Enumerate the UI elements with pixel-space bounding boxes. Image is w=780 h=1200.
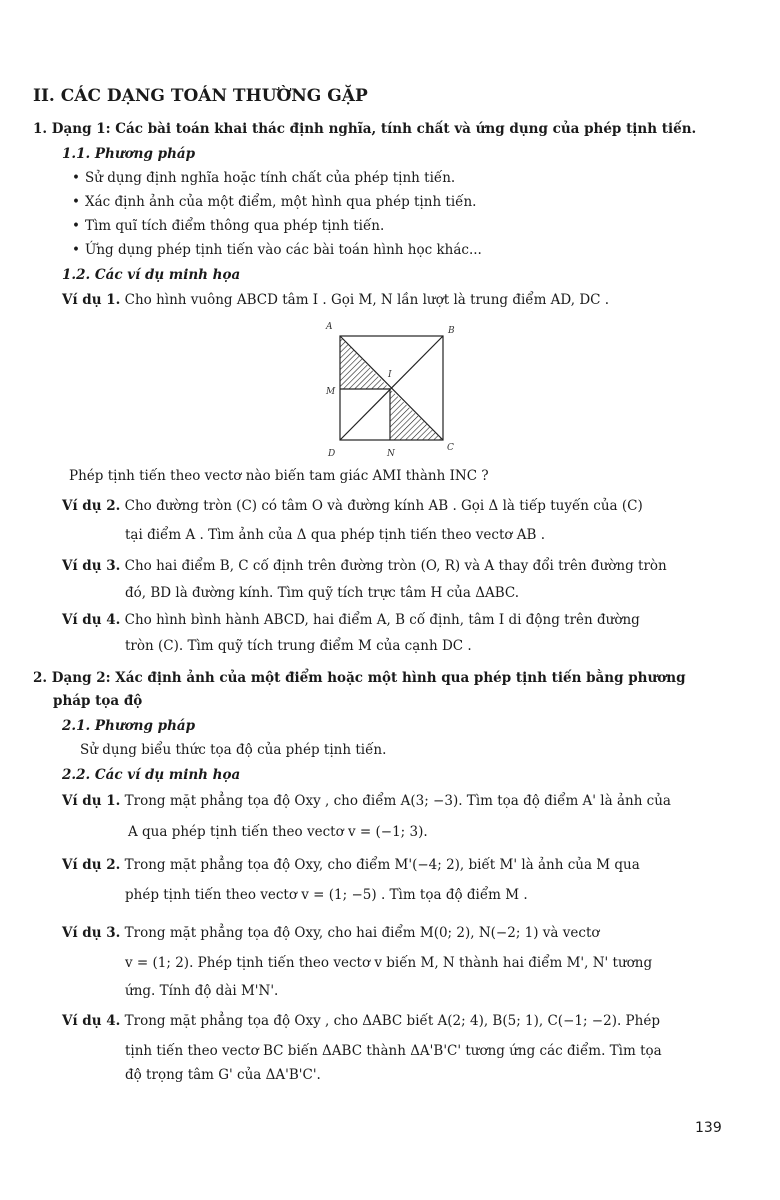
- example-2-3-line2: v = (1; 2). Phép tịnh tiến theo vectơ v biến M, N thành hai điểm M', N' tương: [125, 955, 653, 971]
- example-2-3-line3: ứng. Tính độ dài M'N'.: [125, 983, 279, 999]
- label-d: D: [328, 449, 336, 459]
- example-1-2: [62, 498, 643, 514]
- section-title: II. CÁC DẠNG TOÁN THƯỜNG GẶP: [33, 86, 368, 106]
- bullet-item: • Tìm quĩ tích điểm thông qua phép tịnh tiến.: [72, 218, 384, 234]
- square-figure: [310, 320, 470, 465]
- example-label: Ví dụ 1.: [62, 793, 121, 809]
- topic2-method-heading: 2.1. Phương pháp: [62, 718, 196, 734]
- example-1-4: [62, 612, 640, 628]
- example-label: Ví dụ 2.: [62, 857, 121, 873]
- example-text: Trong mặt phẳng tọa độ Oxy, cho điểm M'(−4; 2), biết M' là ảnh của M qua: [124, 857, 640, 873]
- label-m: M: [326, 387, 336, 397]
- topic1-method-heading: 1.1. Phương pháp: [62, 146, 196, 162]
- example-2-3: [62, 925, 600, 941]
- example-label: Ví dụ 4.: [62, 1013, 121, 1029]
- label-a: A: [326, 322, 333, 332]
- example-label: Ví dụ 3.: [62, 558, 121, 574]
- topic1-examples-heading: 1.2. Các ví dụ minh họa: [62, 267, 241, 283]
- bullet-item: • Sử dụng định nghĩa hoặc tính chất của phép tịnh tiến.: [72, 170, 455, 186]
- topic1-title: 1. Dạng 1: Các bài toán khai thác định nghĩa, tính chất và ứng dụng của phép tịnh tiến.: [33, 121, 697, 137]
- topic2-method-text: Sử dụng biểu thức tọa độ của phép tịnh tiến.: [80, 742, 387, 758]
- topic2-examples-heading: 2.2. Các ví dụ minh họa: [62, 767, 241, 783]
- example-text: Trong mặt phẳng tọa độ Oxy, cho hai điểm M(0; 2), N(−2; 1) và vectơ: [124, 925, 600, 941]
- example-text: Trong mặt phẳng tọa độ Oxy , cho ΔABC biết A(2; 4), B(5; 1), C(−1; −2). Phép: [124, 1013, 660, 1029]
- label-i: I: [388, 370, 392, 380]
- example-label: Ví dụ 2.: [62, 498, 121, 514]
- example-2-2-line2: phép tịnh tiến theo vectơ v = (1; −5) . Tìm tọa độ điểm M .: [125, 887, 528, 903]
- example-2-1-line2: A qua phép tịnh tiến theo vectơ v = (−1; 3).: [128, 824, 428, 840]
- example-2-4-line2: tịnh tiến theo vectơ BC biến ΔABC thành ΔA'B'C' tương ứng các điểm. Tìm tọa: [125, 1043, 662, 1059]
- example-1-1: [62, 292, 609, 308]
- example-2-1: [62, 793, 671, 809]
- example-label: Ví dụ 1.: [62, 292, 121, 308]
- example-text: Cho hình vuông ABCD tâm I . Gọi M, N lần lượt là trung điểm AD, DC .: [124, 292, 610, 308]
- label-c: C: [447, 443, 454, 453]
- example-1-2-line2: tại điểm A . Tìm ảnh của Δ qua phép tịnh tiến theo vectơ AB .: [125, 527, 546, 543]
- example-label: Ví dụ 4.: [62, 612, 121, 628]
- example-1-question: Phép tịnh tiến theo vectơ nào biến tam giác AMI thành INC ?: [69, 468, 489, 484]
- example-2-4: [62, 1013, 660, 1029]
- example-text: Cho hai điểm B, C cố định trên đường tròn (O, R) và A thay đổi trên đường tròn: [124, 558, 667, 574]
- page-number: 139: [695, 1120, 722, 1136]
- bullet-item: • Xác định ảnh của một điểm, một hình qua phép tịnh tiến.: [72, 194, 476, 210]
- example-text: Trong mặt phẳng tọa độ Oxy , cho điểm A(3; −3). Tìm tọa độ điểm A' là ảnh của: [124, 793, 671, 809]
- topic2-title-line2: pháp tọa độ: [53, 693, 143, 709]
- example-1-3: [62, 558, 667, 574]
- example-2-2: [62, 857, 640, 873]
- example-1-3-line2: đó, BD là đường kính. Tìm quỹ tích trực tâm H của ΔABC.: [125, 585, 520, 601]
- example-2-4-line3: độ trọng tâm G' của ΔA'B'C'.: [125, 1067, 321, 1083]
- bullet-item: • Ứng dụng phép tịnh tiến vào các bài toán hình học khác...: [72, 242, 482, 258]
- example-text: Cho đường tròn (C) có tâm O và đường kính AB . Gọi Δ là tiếp tuyến của (C): [124, 498, 643, 514]
- example-label: Ví dụ 3.: [62, 925, 121, 941]
- example-1-4-line2: tròn (C). Tìm quỹ tích trung điểm M của cạnh DC .: [125, 638, 472, 654]
- topic2-title: 2. Dạng 2: Xác định ảnh của một điểm hoặc một hình qua phép tịnh tiến bằng phương: [33, 670, 686, 686]
- label-b: B: [448, 326, 455, 336]
- label-n: N: [387, 449, 395, 459]
- example-text: Cho hình bình hành ABCD, hai điểm A, B cố định, tâm I di động trên đường: [124, 612, 640, 628]
